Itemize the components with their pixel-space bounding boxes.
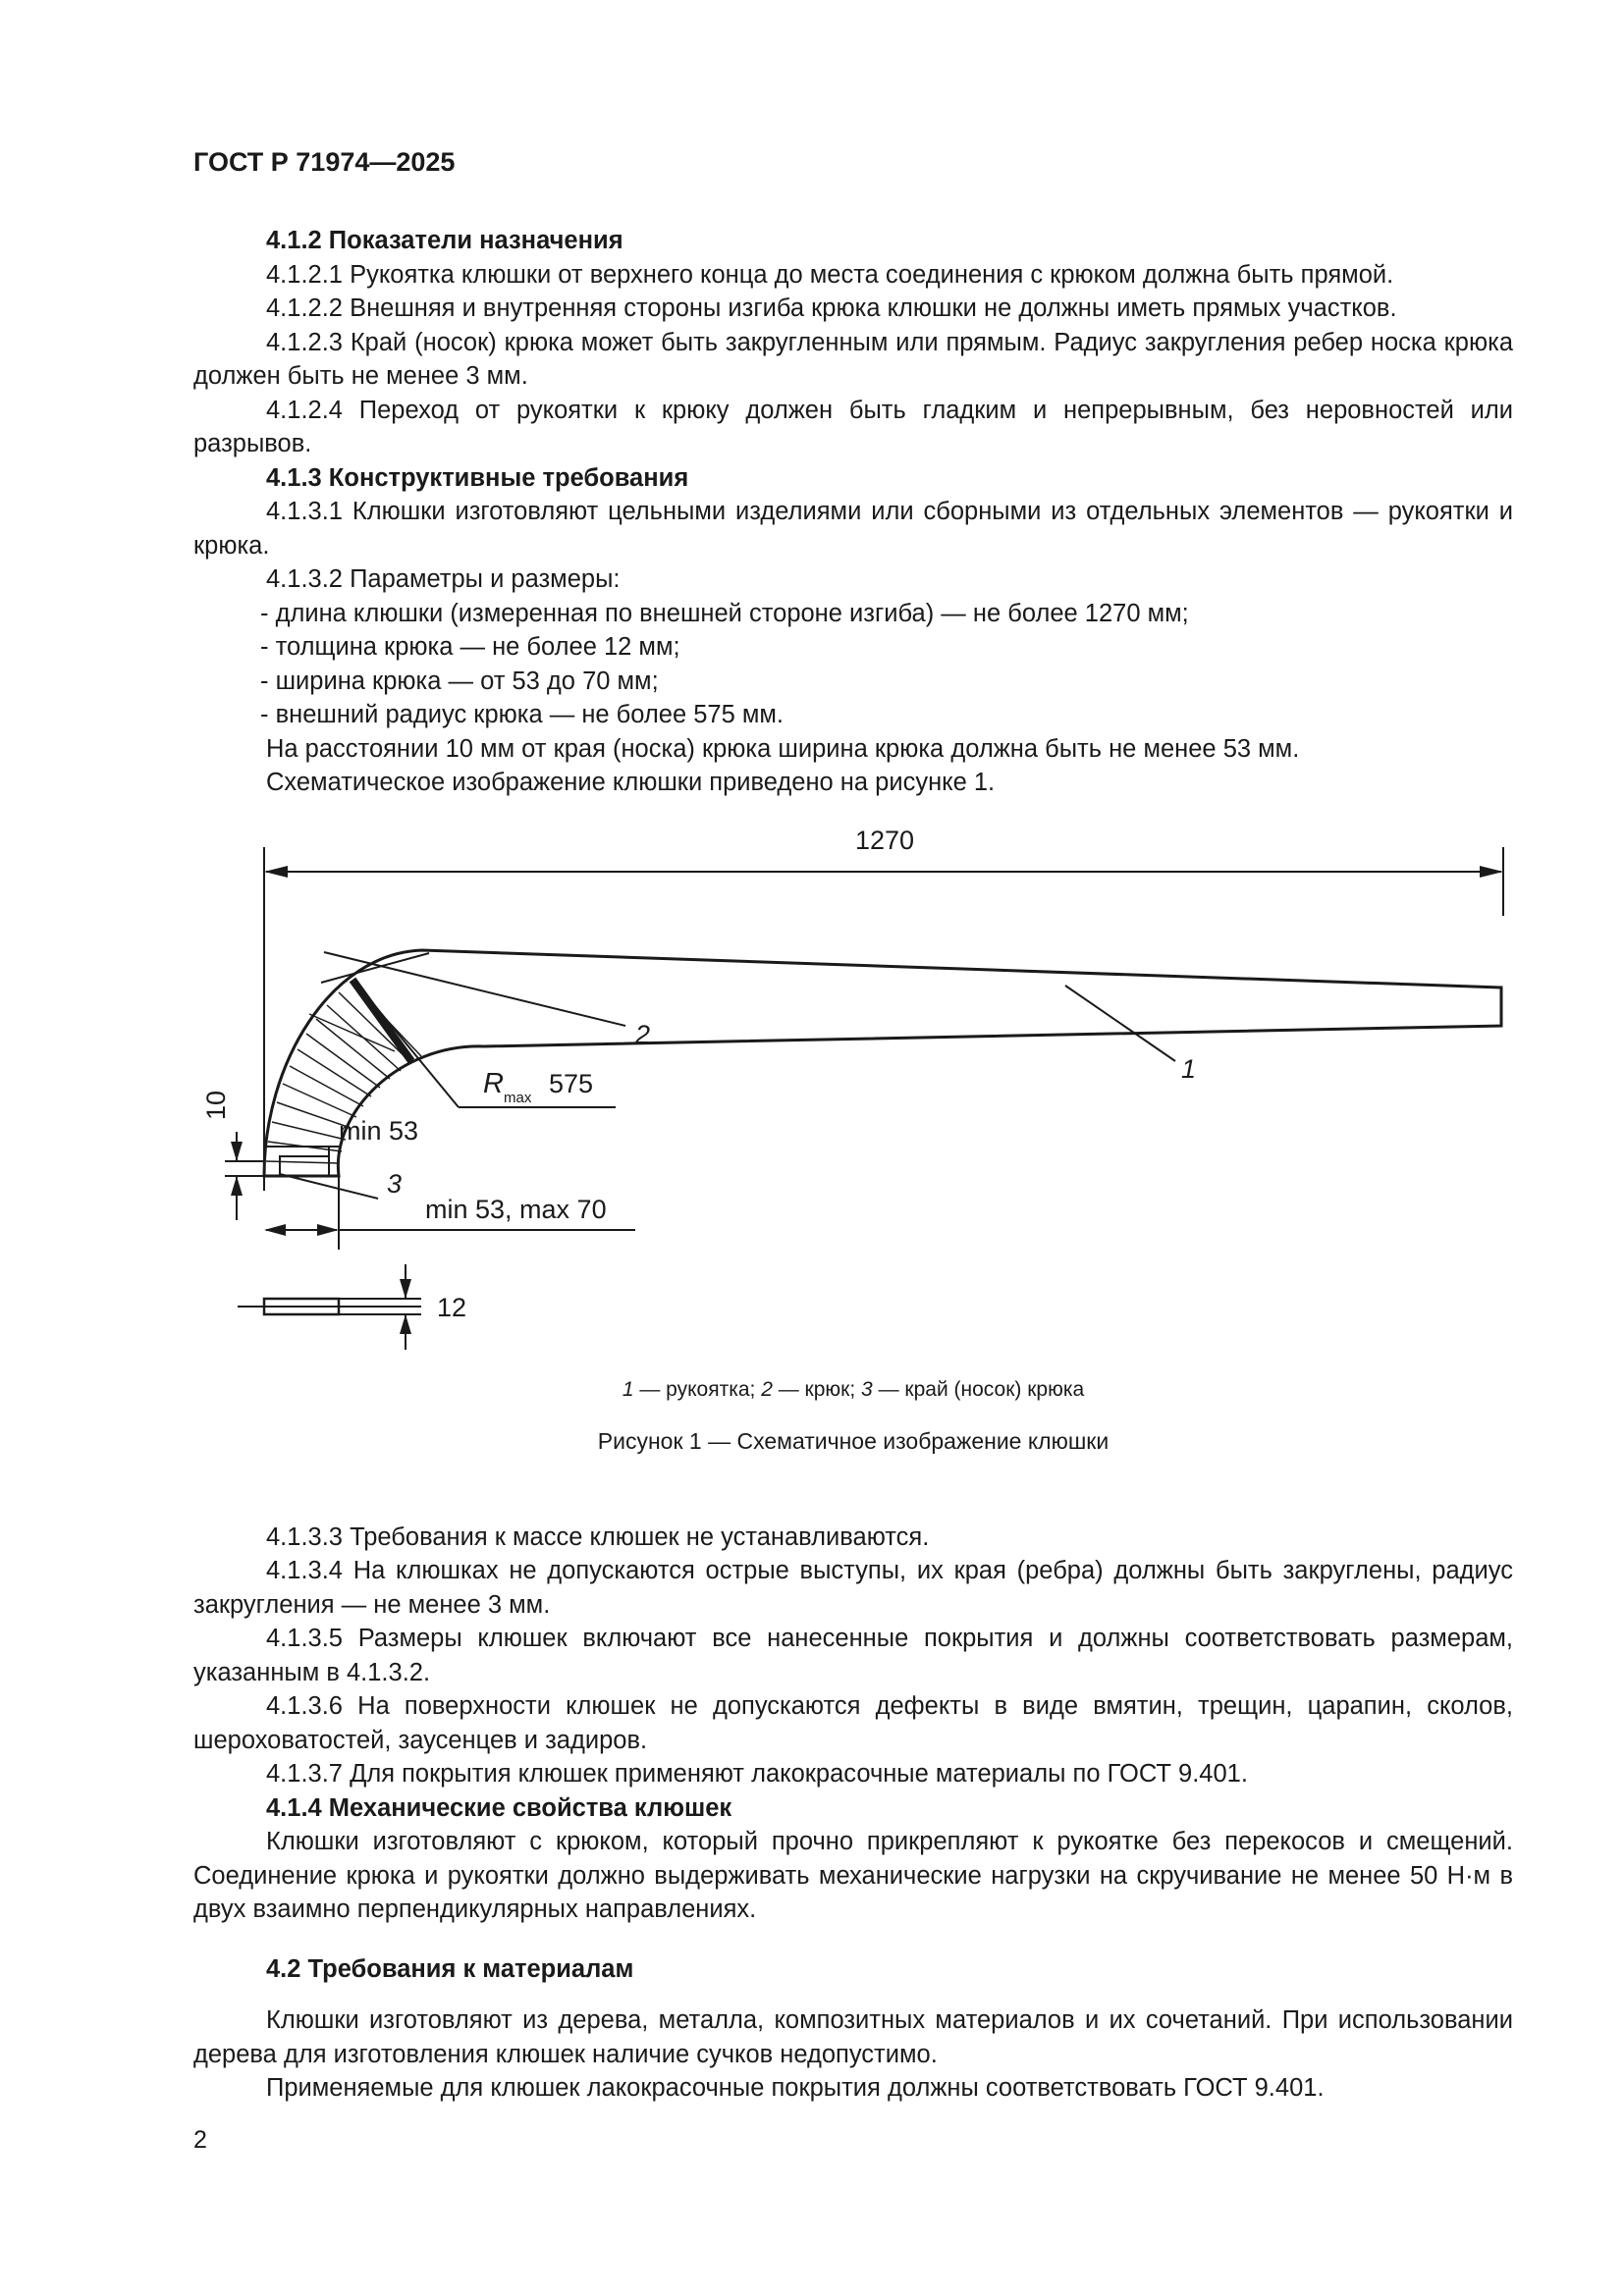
paragraph-tip-width: На расстоянии 10 мм от края (носка) крюка ширина крюка должна быть не менее 53 мм.: [266, 734, 1300, 763]
arrow-left-icon: [264, 1224, 286, 1236]
tip-section-box: [280, 1156, 329, 1176]
list-item: - внешний радиус крюка — не более 575 мм.: [260, 701, 784, 728]
paragraph-4-1-3-3: 4.1.3.3 Требования к массе клюшек не устанавливаются.: [266, 1522, 930, 1551]
paragraph-4-1-3-1: 4.1.3.1 Клюшки изготовляют цельными изделиями или сборными из отдельных элементов — рукоятки и крюка.: [193, 498, 1513, 560]
legend-text: — крюк;: [772, 1377, 862, 1401]
document-header-id: ГОСТ Р 71974—2025: [193, 147, 456, 177]
blade-joint: [352, 980, 411, 1061]
callout-label-2: 2: [635, 1019, 651, 1049]
radius-subscript: max: [504, 1089, 532, 1106]
arrow-up-icon: [400, 1314, 411, 1334]
dimension-width-label: min 53, max 70: [425, 1194, 607, 1224]
list-item: - длина клюшки (измеренная по внешней стороне изгиба) — не более 1270 мм;: [260, 599, 1189, 627]
dimension-12-label: 12: [437, 1292, 467, 1322]
section-heading-4-1-4: 4.1.4 Механические свойства клюшек: [266, 1793, 732, 1822]
arrow-down-icon: [400, 1279, 411, 1299]
paragraph-4-1-3-4: 4.1.3.4 На клюшках не допускаются острые выступы, их края (ребра) должны быть закруглены, радиус закругления — не менее 3 мм.: [193, 1557, 1513, 1619]
paragraph-4-2-1: Клюшки изготовляют из дерева, металла, композитных материалов и их сочетаний. При использовании дерева для изготовления клюшек наличие сучков недопустимо.: [193, 2006, 1513, 2068]
paragraph-4-1-2-3: 4.1.2.3 Край (носок) крюка может быть закругленным или прямым. Радиус закругления ребер носка крюка должен быть не менее 3 мм.: [193, 328, 1513, 390]
arrow-up-icon: [231, 1176, 243, 1196]
legend-num: 3: [861, 1377, 873, 1401]
paragraph-4-1-3-6: 4.1.3.6 На поверхности клюшек не допускаются дефекты в виде вмятин, трещин, царапин, сколов, шероховатостей, заусенцев и задиров.: [193, 1692, 1513, 1754]
arrow-right-icon: [1480, 866, 1503, 878]
hockey-stick-outline: [264, 950, 1501, 1176]
dimension-10-label: 10: [201, 1090, 231, 1120]
figure-1: [193, 808, 1513, 1475]
hockey-stick-drawing: [193, 808, 1513, 1377]
page-number: 2: [193, 2126, 207, 2154]
arrow-down-icon: [231, 1142, 243, 1161]
paragraph-4-1-3-2: 4.1.3.2 Параметры и размеры:: [266, 565, 621, 593]
paragraph-4-1-2-4: 4.1.2.4 Переход от рукоятки к крюку должен быть гладким и непрерывным, без неровностей или разрывов.: [193, 396, 1513, 457]
leader-line-2: [324, 952, 625, 1026]
figure-caption: Рисунок 1 — Схематичное изображение клюшки: [597, 1428, 1110, 1454]
paragraph-4-2-2: Применяемые для клюшек лакокрасочные покрытия должны соответствовать ГОСТ 9.401.: [266, 2074, 1325, 2102]
list-item: - толщина крюка — не более 12 мм;: [260, 633, 680, 661]
radius-symbol: R: [483, 1067, 504, 1099]
dimension-min53-label: min 53: [339, 1115, 419, 1146]
dimension-length-label: 1270: [854, 825, 915, 855]
page-content: [193, 224, 1513, 2106]
paragraph-figure-reference: Схематическое изображение клюшки приведено на рисунке 1.: [266, 769, 996, 796]
callout-label-3: 3: [387, 1168, 403, 1199]
legend-num: 2: [761, 1377, 773, 1401]
legend-num: 1: [622, 1377, 634, 1401]
radius-value: 575: [549, 1068, 594, 1098]
paragraph-4-1-2-1: 4.1.2.1 Рукоятка клюшки от верхнего конца до места соединения с крюком должна быть прямой.: [266, 260, 1394, 289]
paragraph-4-1-4: Клюшки изготовляют с крюком, который прочно прикрепляют к рукоятке без перекосов и смещений. Соединение крюка и рукоятки должно выдерживать механические нагрузки на скручивание не менее 50 Н·м в двух взаимно перпендикулярных направлениях.: [193, 1828, 1513, 1923]
section-heading-4-1-2: 4.1.2 Показатели назначения: [266, 227, 623, 254]
legend-text: — рукоятка;: [633, 1377, 762, 1401]
legend-text: — край (носок) крюка: [872, 1377, 1085, 1401]
arrow-left-icon: [264, 866, 288, 878]
paragraph-4-1-2-2: 4.1.2.2 Внешняя и внутренняя стороны изгиба крюка клюшки не должны иметь прямых участков.: [266, 294, 1397, 322]
figure-legend: [193, 1373, 1513, 1408]
blade-top-arc: [321, 953, 429, 983]
leader-line-3: [280, 1174, 378, 1199]
leader-line-1: [1065, 986, 1175, 1061]
paragraph-4-1-3-5: 4.1.3.5 Размеры клюшек включают все нанесенные покрытия и должны соответствовать размерам, указанным в 4.1.3.2.: [193, 1625, 1513, 1686]
list-item: - ширина крюка — от 53 до 70 мм;: [260, 667, 659, 695]
paragraph-4-1-3-7: 4.1.3.7 Для покрытия клюшек применяют лакокрасочные материалы по ГОСТ 9.401.: [266, 1760, 1248, 1788]
callout-label-1: 1: [1181, 1053, 1197, 1084]
section-heading-4-1-3: 4.1.3 Конструктивные требования: [266, 463, 689, 492]
arrow-right-icon: [317, 1224, 339, 1236]
section-heading-4-2: 4.2 Требования к материалам: [266, 1954, 634, 1983]
